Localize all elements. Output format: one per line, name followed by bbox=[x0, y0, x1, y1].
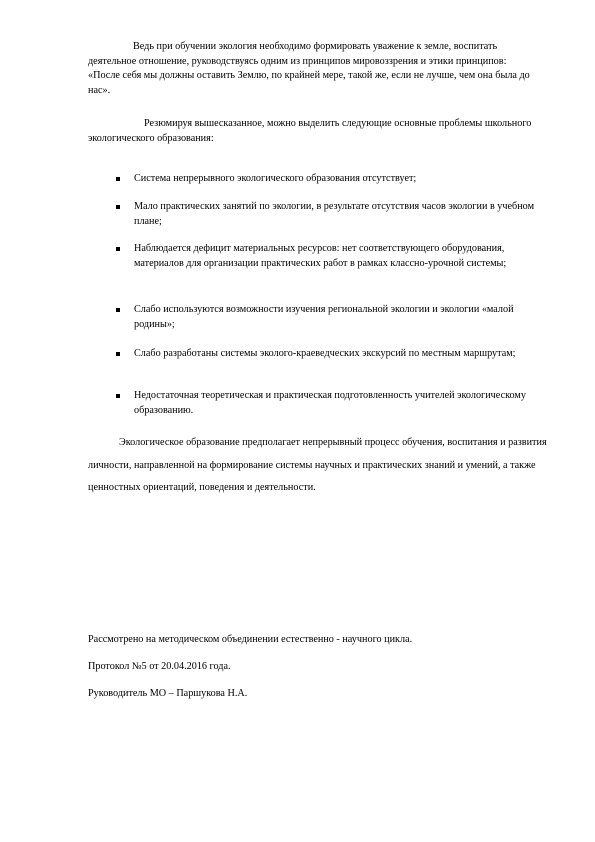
square-bullet-icon bbox=[116, 205, 120, 209]
protocol-note: Протокол №5 от 20.04.2016 года. bbox=[88, 661, 231, 672]
list-item bbox=[116, 242, 556, 271]
summary-paragraph: Резюмируя вышесказанное, можно выделить следующие основные проблемы школьного экологического образования: bbox=[88, 118, 532, 144]
list-item bbox=[116, 303, 556, 332]
list-item bbox=[116, 347, 556, 362]
list-item-text: Недостаточная теоретическая и практическая подготовленность учителей экологическому образованию. bbox=[134, 390, 526, 416]
head-signature: Руководитель МО – Паршукова Н.А. bbox=[88, 688, 248, 699]
conclusion-paragraph: Экологическое образование предполагает непрерывный процесс обучения, воспитания и развития личности, направленной на формирование системы научных и практических знаний и умений, а также ценностных ориентаций, поведения и деятельности. bbox=[88, 437, 547, 493]
list-item-text: Слабо разработаны системы эколого-краеведческих экскурсий по местным маршрутам; bbox=[134, 348, 516, 359]
list-item-text: Система непрерывного экологического образования отсутствует; bbox=[134, 173, 417, 184]
intro-paragraph: Ведь при обучении экология необходимо формировать уважение к земле, воспитать деятельное отношение, руководствуясь одним из принципов мировоззрения и этики принципов: «После себя мы должны оставить Землю, по крайней мере, такой же, если не лучше, чем она была до нас». bbox=[88, 41, 530, 96]
list-item-text: Слабо используются возможности изучения региональной экологии и экологии «малой родины»; bbox=[134, 304, 514, 330]
square-bullet-icon bbox=[116, 177, 120, 181]
reviewed-note: Рассмотрено на методическом объединении естественно - научного цикла. bbox=[88, 634, 413, 645]
list-item-text: Мало практических занятий по экологии, в результате отсутствия часов экологии в учебном плане; bbox=[134, 201, 535, 227]
square-bullet-icon bbox=[116, 247, 120, 251]
square-bullet-icon bbox=[116, 352, 120, 356]
list-item bbox=[116, 389, 556, 418]
square-bullet-icon bbox=[116, 394, 120, 398]
list-item bbox=[116, 172, 556, 187]
square-bullet-icon bbox=[116, 308, 120, 312]
list-item bbox=[116, 200, 556, 229]
list-item-text: Наблюдается дефицит материальных ресурсов: нет соответствующего оборудования, материалов для организации практических работ в рамках классно-урочной системы; bbox=[134, 243, 507, 269]
